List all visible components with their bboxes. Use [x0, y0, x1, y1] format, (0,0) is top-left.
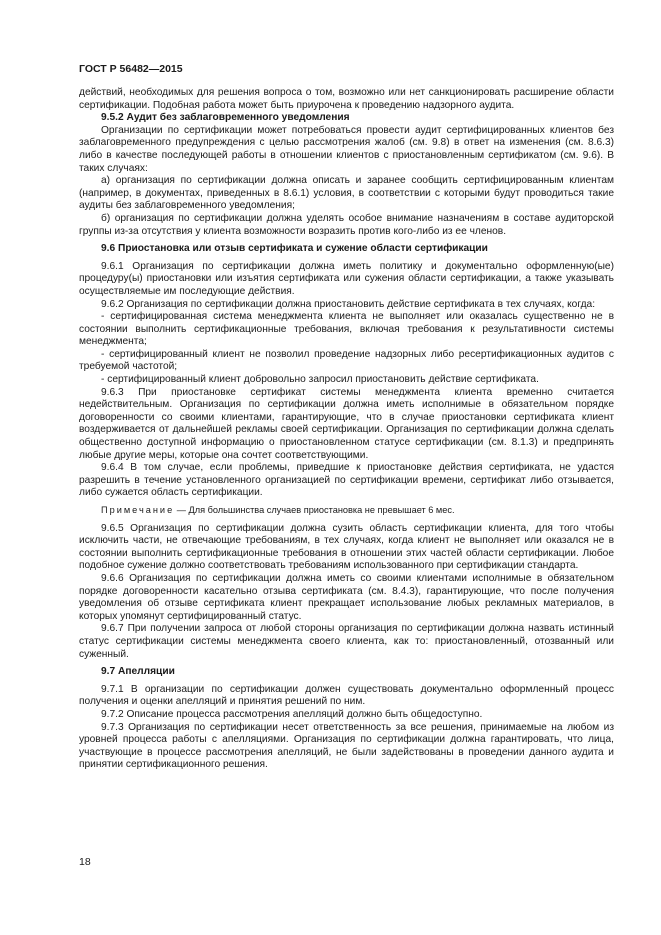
paragraph-9-7-1: 9.7.1 В организации по сертификации должен существовать документально оформленный процесс получения и оценки апелляций и принятия решений по ним.	[79, 683, 614, 708]
list-item-b: б) организация по сертификации должна уделять особое внимание назначениям в составе аудиторской группы из-за отсутствия у клиента возможности возразить против кого-либо из ее членов.	[79, 212, 614, 237]
list-item: - сертифицированный клиент добровольно запросил приостановить действие сертификата.	[101, 374, 539, 386]
page-number: 18	[79, 856, 91, 868]
paragraph-9-6-4: 9.6.4 В том случае, если проблемы, приведшие к приостановке действия сертификата, не удастся разрешить в течение установленного организацией по сертификации времени, сертификат либо отзывается, либо сужается область сертификации.	[79, 462, 614, 499]
paragraph-9-7-3: 9.7.3 Организация по сертификации несет ответственность за все решения, принимаемые на любом из уровней процесса работы с апелляциями. Организация по сертификации должна гарантировать, что лица, участвующие в процессе рассмотрения апелляций, не были задействованы в проведении данного аудита и принятии сертификационного решения.	[79, 721, 614, 771]
paragraph-9-6-3: 9.6.3 При приостановке сертификат системы менеджмента клиента временно считается недействительным. Организация по сертификации должна иметь исполнимые в обязательном порядке договоренности со своими клиентами, гарантирующие, что в случае приостановки сертификата клиент воздерживается от дальнейшей рекламы своей сертификации. Организация по сертификации должна сделать общественно доступной информацию о приостановленном статусе сертификации (см. 8.1.3) и предпринять любые другие меры, которые она сочтет соответствующими.	[79, 386, 614, 461]
paragraph: действий, необходимых для решения вопроса о том, возможно или нет санкционировать расширение области сертификации. Подобная работа может быть приурочена к проведению надзорного аудита.	[79, 87, 614, 111]
list-item: - сертифицированная система менеджмента клиента не выполняет или оказалась существенно не в состоянии выполнить сертификационные требования, включая требования к результативности системы менеджмента;	[79, 311, 614, 348]
document-body	[79, 87, 614, 772]
paragraph-9-6-6: 9.6.6 Организация по сертификации должна иметь со своими клиентами исполнимые в обязательном порядке договоренности касательно отзыва сертификата (см. 8.4.3), гарантирующие, что после получения уведомления об отзыве сертификата клиент прекращает использование любых рекламных материалов, в которых упомянут сертифицированный статус.	[79, 572, 614, 622]
note-text: — Для большинства случаев приостановка не превышает 6 мес.	[174, 505, 455, 515]
section-heading-9-5-2: 9.5.2 Аудит без заблаговременного уведомления	[101, 112, 350, 124]
note	[79, 504, 614, 517]
paragraph-9-6-1: 9.6.1 Организация по сертификации должна иметь политику и документально оформленную(ые) процедуру(ы) приостановки или изъятия сертификата или сужения области сертификации, а также указывать осуществляемые им последующие действия.	[79, 260, 614, 297]
paragraph: Организации по сертификации может потребоваться провести аудит сертифицированных клиентов без заблаговременного предупреждения с целью рассмотрения жалоб (см. 9.8) в ответ на изменения (см. 8.6.3) либо в качестве последующей работы в отношении клиентов с приостановленным сертификатом (см. 9.6). В таких случаях:	[79, 124, 614, 174]
note-label: Примечание	[101, 505, 175, 515]
paragraph-9-7-2: 9.7.2 Описание процесса рассмотрения апелляций должно быть общедоступно.	[101, 708, 483, 720]
paragraph-9-6-5: 9.6.5 Организация по сертификации должна сузить область сертификации клиента, для того чтобы исключить части, не отвечающие требованиям, в тех случаях, когда клиент не выполняет или оказался не в состоянии выполнить сертификационные требования в отношении этих частей области сертификации. Любое подобное сужение должно соответствовать требованиям использованного при сертификации стандарта.	[79, 522, 614, 572]
paragraph-9-6-7: 9.6.7 При получении запроса от любой стороны организация по сертификации должна назвать истинный статус сертификации системы менеджмента своего клиента, как то: приостановленный, отозванный или суженный.	[79, 623, 614, 660]
paragraph-9-6-2: 9.6.2 Организация по сертификации должна приостановить действие сертификата в тех случаях, когда:	[101, 298, 596, 310]
document-header-id: ГОСТ Р 56482—2015	[79, 63, 183, 75]
section-heading-9-7: 9.7 Апелляции	[101, 666, 175, 678]
list-item-a: а) организация по сертификации должна описать и заранее сообщить сертифицированным клиентам (например, в документах, приведенных в 8.6.1) условия, в соответствии с которыми будут проводиться такие аудиты без заблаговременного уведомления;	[79, 175, 614, 212]
section-heading-9-6: 9.6 Приостановка или отзыв сертификата и сужение области сертификации	[101, 243, 488, 255]
list-item: - сертифицированный клиент не позволил проведение надзорных либо ресертификационных аудитов с требуемой частотой;	[79, 348, 614, 373]
